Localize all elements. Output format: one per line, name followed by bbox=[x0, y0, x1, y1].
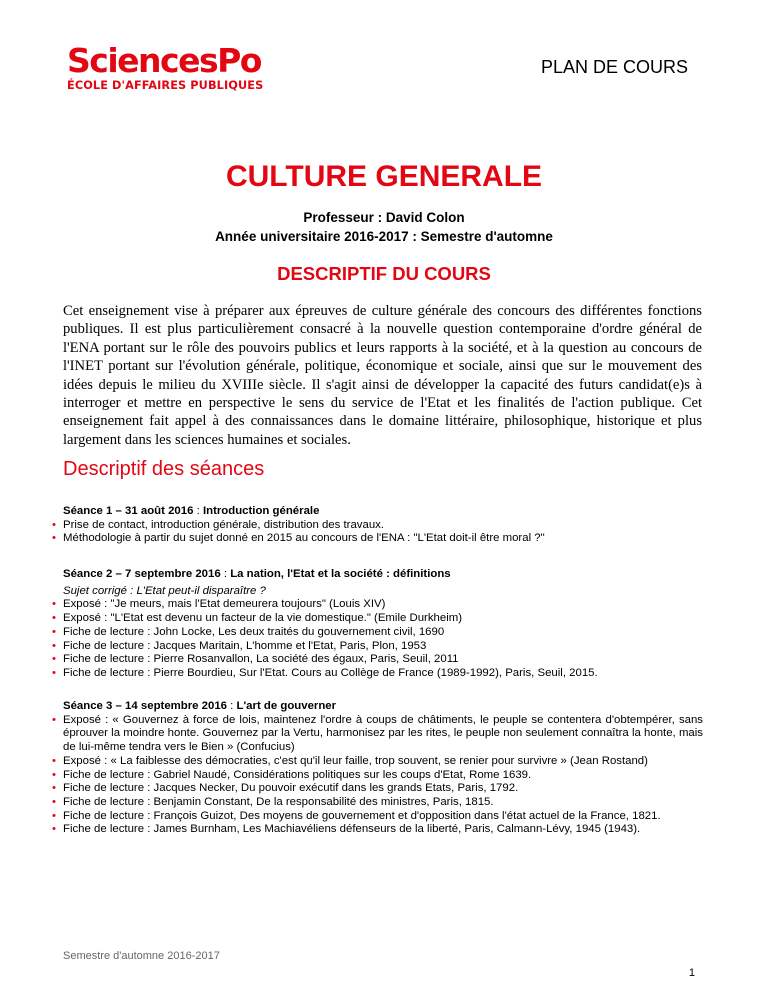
logo-subtitle: ÉCOLE D'AFFAIRES PUBLIQUES bbox=[67, 79, 264, 92]
session-header: Séance 1 – 31 août 2016 : Introduction générale bbox=[63, 505, 320, 517]
session-1 bbox=[55, 505, 703, 546]
description-text: Cet enseignement vise à préparer aux épreuves de culture générale des concours des différentes fonctions publiques. Il est plus particulièrement consacré à la nouvelle question contemporaine d'ordre général de l'ENA portant sur le rôle des pouvoirs publics et leurs rapports à la société, et à la question au concours de l'INET portant sur l'évolution générale, politique, économique et sociale, ainsi que sur le mouvement des idées depuis le milieu du XVIIIe siècle. Il s'agit ainsi de développer la capacité des futurs candidat(e)s à interroger et mettre en perspective le sens du service de l'Etat et les finalités de l'action publique. Cet enseignement fait appel à des connaissances dans le domaine littéraire, philosophique, historique et plus largement dans les sciences humaines et sociales. bbox=[63, 303, 702, 448]
list-item: • Fiche de lecture : Jacques Maritain, L'homme et l'Etat, Paris, Plon, 1953 bbox=[55, 640, 703, 654]
list-item: • Prise de contact, introduction générale, distribution des travaux. bbox=[55, 519, 703, 533]
session-note: Sujet corrigé : L'Etat peut-il disparaître ? bbox=[63, 584, 266, 597]
page-footer: Semestre d'automne 2016-2017 bbox=[63, 950, 220, 962]
session-3 bbox=[55, 700, 703, 837]
page-number: 1 bbox=[688, 967, 695, 979]
course-info bbox=[0, 208, 768, 246]
description-heading: DESCRIPTIF DU COURS bbox=[277, 263, 491, 284]
list-item: • Fiche de lecture : John Locke, Les deux traités du gouvernement civil, 1690 bbox=[55, 626, 703, 640]
logo-wordmark: SciencesPo bbox=[67, 41, 261, 80]
list-item: • Exposé : « La faiblesse des démocraties, c'est qu'il leur faille, trop souvent, se renier pour survivre » (Jean Rostand) bbox=[55, 755, 703, 769]
session-items bbox=[55, 519, 703, 546]
session-date: Séance 3 – 14 septembre 2016 bbox=[63, 700, 228, 712]
session-theme: L'art de gouverner bbox=[236, 700, 337, 712]
session-theme: Introduction générale bbox=[202, 505, 320, 517]
session-header: Séance 3 – 14 septembre 2016 : L'art de gouverner bbox=[63, 700, 337, 712]
document-type: PLAN DE COURS bbox=[540, 57, 688, 77]
session-items bbox=[55, 598, 703, 680]
session-theme: La nation, l'Etat et la société : définitions bbox=[230, 568, 451, 580]
session-items bbox=[55, 714, 703, 837]
course-title: CULTURE GENERALE bbox=[225, 160, 543, 193]
list-item: • Fiche de lecture : Gabriel Naudé, Considérations politiques sur les coups d'Etat, Rome 1639. bbox=[55, 769, 703, 783]
list-item: • Exposé : "Je meurs, mais l'Etat demeurera toujours" (Louis XIV) bbox=[55, 598, 703, 612]
sciencespo-logo bbox=[67, 41, 264, 92]
session-header: Séance 2 – 7 septembre 2016 : La nation, l'Etat et la société : définitions bbox=[63, 568, 451, 580]
session-date: Séance 2 – 7 septembre 2016 bbox=[63, 568, 221, 580]
session-date: Séance 1 – 31 août 2016 bbox=[63, 505, 194, 517]
list-item: • Fiche de lecture : James Burnham, Les Machiavéliens défenseurs de la liberté, Paris, Calmann-Lévy, 1945 (1943). bbox=[55, 823, 703, 837]
sessions-heading: Descriptif des séances bbox=[63, 458, 265, 480]
professor: Professeur : David Colon bbox=[303, 210, 465, 225]
academic-year: Année universitaire 2016-2017 : Semestre d'automne bbox=[215, 229, 553, 244]
list-item: • Fiche de lecture : Benjamin Constant, De la responsabilité des ministres, Paris, 1815. bbox=[55, 796, 703, 810]
list-item: • Méthodologie à partir du sujet donné en 2015 au concours de l'ENA : "L'Etat doit-il être moral ?" bbox=[55, 532, 703, 546]
session-2 bbox=[55, 568, 703, 681]
list-item: • Fiche de lecture : Pierre Rosanvallon, La société des égaux, Paris, Seuil, 2011 bbox=[55, 653, 703, 667]
list-item: • Fiche de lecture : Pierre Bourdieu, Sur l'Etat. Cours au Collège de France (1989-1992), Paris, Seuil, 2015. bbox=[55, 667, 703, 681]
list-item: • Exposé : « Gouvernez à force de lois, maintenez l'ordre à coups de châtiments, le peuple se contentera d'obtempérer, sans éprouver la moindre honte. Gouvernez par la Vertu, harmonisez par les rites, le peuple non seulement connaîtra la honte, mais de lui-même tendra vers le Bien » (Confucius) bbox=[55, 714, 703, 755]
list-item: • Exposé : "L'Etat est devenu un facteur de la vie domestique." (Emile Durkheim) bbox=[55, 612, 703, 626]
list-item: • Fiche de lecture : François Guizot, Des moyens de gouvernement et d'opposition dans l'état actuel de la France, 1821. bbox=[55, 810, 703, 824]
list-item: • Fiche de lecture : Jacques Necker, Du pouvoir exécutif dans les grands Etats, Paris, 1792. bbox=[55, 782, 703, 796]
